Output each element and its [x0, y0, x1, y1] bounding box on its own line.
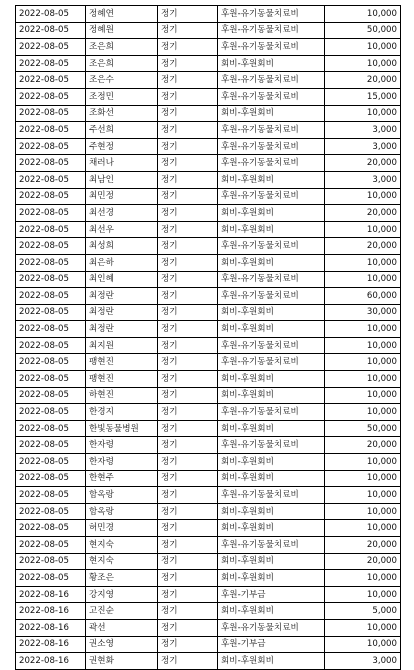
amount-cell: 10,000 [325, 6, 401, 23]
donation-type-cell: 정기 [158, 537, 218, 554]
donor-name-cell: 한현주 [86, 470, 158, 487]
date-cell: 2022-08-05 [16, 72, 86, 89]
amount-cell: 10,000 [325, 39, 401, 56]
donation-type-cell: 정기 [158, 105, 218, 122]
donation-type-cell: 정기 [158, 653, 218, 670]
date-cell: 2022-08-05 [16, 454, 86, 471]
donation-type-cell: 정기 [158, 487, 218, 504]
donor-name-cell: 조은수 [86, 72, 158, 89]
donation-type-cell: 정기 [158, 619, 218, 636]
ledger-sheet [15, 5, 400, 670]
donor-name-cell: 채러나 [86, 155, 158, 172]
donation-type-cell: 정기 [158, 470, 218, 487]
donation-type-cell: 정기 [158, 454, 218, 471]
donation-type-cell: 정기 [158, 371, 218, 388]
table-row [16, 321, 401, 338]
table-row [16, 619, 401, 636]
date-cell: 2022-08-05 [16, 304, 86, 321]
category-cell: 회비-후원회비 [218, 105, 325, 122]
amount-cell: 10,000 [325, 254, 401, 271]
category-cell: 후원-유기동물치료비 [218, 437, 325, 454]
donation-type-cell: 정기 [158, 636, 218, 653]
donor-name-cell: 최민정 [86, 188, 158, 205]
date-cell: 2022-08-16 [16, 603, 86, 620]
table-row [16, 22, 401, 39]
donor-name-cell: 최남인 [86, 171, 158, 188]
date-cell: 2022-08-05 [16, 321, 86, 338]
donor-name-cell: 최정란 [86, 304, 158, 321]
donation-type-cell: 정기 [158, 254, 218, 271]
date-cell: 2022-08-05 [16, 88, 86, 105]
date-cell: 2022-08-05 [16, 503, 86, 520]
table-row [16, 636, 401, 653]
donor-name-cell: 함옥랑 [86, 503, 158, 520]
amount-cell: 10,000 [325, 188, 401, 205]
category-cell: 회비-후원회비 [218, 387, 325, 404]
donor-name-cell: 한자령 [86, 437, 158, 454]
donation-type-cell: 정기 [158, 205, 218, 222]
category-cell: 후원-유기동물치료비 [218, 6, 325, 23]
category-cell: 후원-기부금 [218, 586, 325, 603]
donor-name-cell: 고진순 [86, 603, 158, 620]
date-cell: 2022-08-05 [16, 470, 86, 487]
table-row [16, 254, 401, 271]
donor-name-cell: 한경지 [86, 404, 158, 421]
amount-cell: 10,000 [325, 520, 401, 537]
donation-type-cell: 정기 [158, 138, 218, 155]
table-row [16, 105, 401, 122]
date-cell: 2022-08-05 [16, 105, 86, 122]
donation-type-cell: 정기 [158, 553, 218, 570]
date-cell: 2022-08-05 [16, 371, 86, 388]
table-row [16, 221, 401, 238]
date-cell: 2022-08-05 [16, 537, 86, 554]
category-cell: 후원-유기동물치료비 [218, 537, 325, 554]
donation-type-cell: 정기 [158, 22, 218, 39]
table-row [16, 205, 401, 222]
amount-cell: 20,000 [325, 537, 401, 554]
table-row [16, 437, 401, 454]
table-row [16, 586, 401, 603]
table-row [16, 238, 401, 255]
category-cell: 회비-후원회비 [218, 503, 325, 520]
amount-cell: 50,000 [325, 420, 401, 437]
date-cell: 2022-08-05 [16, 553, 86, 570]
category-cell: 회비-후원회비 [218, 55, 325, 72]
donation-type-cell: 정기 [158, 188, 218, 205]
amount-cell: 3,000 [325, 653, 401, 670]
donation-type-cell: 정기 [158, 304, 218, 321]
donor-name-cell: 최은하 [86, 254, 158, 271]
donor-name-cell: 팽현진 [86, 354, 158, 371]
amount-cell: 20,000 [325, 205, 401, 222]
date-cell: 2022-08-05 [16, 354, 86, 371]
table-row [16, 271, 401, 288]
date-cell: 2022-08-05 [16, 420, 86, 437]
date-cell: 2022-08-05 [16, 138, 86, 155]
donor-name-cell: 황조은 [86, 570, 158, 587]
donation-type-cell: 정기 [158, 55, 218, 72]
category-cell: 후원-유기동물치료비 [218, 188, 325, 205]
category-cell: 후원-유기동물치료비 [218, 88, 325, 105]
amount-cell: 10,000 [325, 454, 401, 471]
table-row [16, 520, 401, 537]
donor-name-cell: 주현정 [86, 138, 158, 155]
table-row [16, 537, 401, 554]
date-cell: 2022-08-05 [16, 122, 86, 139]
category-cell: 회비-후원회비 [218, 420, 325, 437]
table-row [16, 420, 401, 437]
donor-name-cell: 최선우 [86, 221, 158, 238]
table-row [16, 404, 401, 421]
table-row [16, 354, 401, 371]
category-cell: 후원-유기동물치료비 [218, 487, 325, 504]
donation-type-cell: 정기 [158, 72, 218, 89]
donation-type-cell: 정기 [158, 354, 218, 371]
amount-cell: 10,000 [325, 105, 401, 122]
category-cell: 회비-후원회비 [218, 321, 325, 338]
amount-cell: 20,000 [325, 155, 401, 172]
date-cell: 2022-08-05 [16, 55, 86, 72]
table-row [16, 653, 401, 670]
donor-name-cell: 한자령 [86, 454, 158, 471]
donation-type-cell: 정기 [158, 420, 218, 437]
table-row [16, 288, 401, 305]
amount-cell: 10,000 [325, 321, 401, 338]
category-cell: 후원-유기동물치료비 [218, 238, 325, 255]
category-cell: 회비-후원회비 [218, 553, 325, 570]
date-cell: 2022-08-05 [16, 39, 86, 56]
table-row [16, 371, 401, 388]
donation-type-cell: 정기 [158, 586, 218, 603]
date-cell: 2022-08-05 [16, 404, 86, 421]
amount-cell: 50,000 [325, 22, 401, 39]
donation-type-cell: 정기 [158, 337, 218, 354]
date-cell: 2022-08-05 [16, 221, 86, 238]
table-row [16, 337, 401, 354]
donor-name-cell: 최성희 [86, 238, 158, 255]
category-cell: 회비-후원회비 [218, 371, 325, 388]
category-cell: 후원-유기동물치료비 [218, 22, 325, 39]
table-row [16, 39, 401, 56]
amount-cell: 10,000 [325, 387, 401, 404]
donor-name-cell: 조은희 [86, 39, 158, 56]
table-row [16, 6, 401, 23]
donation-type-cell: 정기 [158, 387, 218, 404]
date-cell: 2022-08-05 [16, 205, 86, 222]
table-row [16, 72, 401, 89]
table-row [16, 454, 401, 471]
donation-type-cell: 정기 [158, 171, 218, 188]
category-cell: 후원-유기동물치료비 [218, 155, 325, 172]
donation-type-cell: 정기 [158, 520, 218, 537]
category-cell: 후원-기부금 [218, 636, 325, 653]
amount-cell: 10,000 [325, 221, 401, 238]
amount-cell: 20,000 [325, 437, 401, 454]
donation-type-cell: 정기 [158, 88, 218, 105]
table-row [16, 553, 401, 570]
table-row [16, 503, 401, 520]
category-cell: 후원-유기동물치료비 [218, 39, 325, 56]
date-cell: 2022-08-05 [16, 254, 86, 271]
category-cell: 후원-유기동물치료비 [218, 72, 325, 89]
amount-cell: 10,000 [325, 371, 401, 388]
date-cell: 2022-08-05 [16, 271, 86, 288]
donation-type-cell: 정기 [158, 271, 218, 288]
amount-cell: 10,000 [325, 619, 401, 636]
amount-cell: 3,000 [325, 122, 401, 139]
donation-type-cell: 정기 [158, 6, 218, 23]
donor-name-cell: 현지숙 [86, 537, 158, 554]
donor-name-cell: 최인혜 [86, 271, 158, 288]
table-row [16, 570, 401, 587]
donor-name-cell: 함옥랑 [86, 487, 158, 504]
date-cell: 2022-08-05 [16, 171, 86, 188]
donor-name-cell: 하현진 [86, 387, 158, 404]
donation-type-cell: 정기 [158, 603, 218, 620]
date-cell: 2022-08-05 [16, 487, 86, 504]
donation-ledger-table [15, 5, 401, 670]
donor-name-cell: 조화선 [86, 105, 158, 122]
amount-cell: 10,000 [325, 487, 401, 504]
date-cell: 2022-08-16 [16, 653, 86, 670]
donor-name-cell: 최정란 [86, 321, 158, 338]
donation-type-cell: 정기 [158, 238, 218, 255]
category-cell: 후원-유기동물치료비 [218, 288, 325, 305]
date-cell: 2022-08-05 [16, 188, 86, 205]
date-cell: 2022-08-05 [16, 387, 86, 404]
table-row [16, 387, 401, 404]
date-cell: 2022-08-05 [16, 6, 86, 23]
donor-name-cell: 최정란 [86, 288, 158, 305]
category-cell: 회비-후원회비 [218, 254, 325, 271]
amount-cell: 60,000 [325, 288, 401, 305]
donor-name-cell: 권소영 [86, 636, 158, 653]
date-cell: 2022-08-16 [16, 586, 86, 603]
table-row [16, 88, 401, 105]
donor-name-cell: 주선희 [86, 122, 158, 139]
category-cell: 후원-유기동물치료비 [218, 354, 325, 371]
amount-cell: 20,000 [325, 72, 401, 89]
amount-cell: 3,000 [325, 138, 401, 155]
amount-cell: 20,000 [325, 238, 401, 255]
donor-name-cell: 최선경 [86, 205, 158, 222]
donation-type-cell: 정기 [158, 570, 218, 587]
donor-name-cell: 권현화 [86, 653, 158, 670]
category-cell: 후원-유기동물치료비 [218, 122, 325, 139]
date-cell: 2022-08-05 [16, 22, 86, 39]
category-cell: 후원-유기동물치료비 [218, 337, 325, 354]
donor-name-cell: 한빛동물병원 [86, 420, 158, 437]
category-cell: 회비-후원회비 [218, 454, 325, 471]
donation-type-cell: 정기 [158, 437, 218, 454]
donor-name-cell: 조은희 [86, 55, 158, 72]
donor-name-cell: 정혜연 [86, 6, 158, 23]
donor-name-cell: 곽선 [86, 619, 158, 636]
amount-cell: 10,000 [325, 354, 401, 371]
table-row [16, 470, 401, 487]
table-row [16, 55, 401, 72]
category-cell: 회비-후원회비 [218, 171, 325, 188]
table-row [16, 188, 401, 205]
date-cell: 2022-08-05 [16, 520, 86, 537]
amount-cell: 10,000 [325, 55, 401, 72]
amount-cell: 10,000 [325, 636, 401, 653]
category-cell: 회비-후원회비 [218, 205, 325, 222]
category-cell: 회비-후원회비 [218, 653, 325, 670]
table-row [16, 603, 401, 620]
date-cell: 2022-08-05 [16, 570, 86, 587]
table-row [16, 304, 401, 321]
category-cell: 후원-유기동물치료비 [218, 404, 325, 421]
donor-name-cell: 현지숙 [86, 553, 158, 570]
amount-cell: 5,000 [325, 603, 401, 620]
table-row [16, 122, 401, 139]
table-row [16, 487, 401, 504]
date-cell: 2022-08-05 [16, 437, 86, 454]
category-cell: 회비-후원회비 [218, 221, 325, 238]
category-cell: 회비-후원회비 [218, 304, 325, 321]
amount-cell: 10,000 [325, 337, 401, 354]
category-cell: 회비-후원회비 [218, 603, 325, 620]
donor-name-cell: 허민경 [86, 520, 158, 537]
amount-cell: 10,000 [325, 404, 401, 421]
amount-cell: 3,000 [325, 171, 401, 188]
amount-cell: 10,000 [325, 586, 401, 603]
amount-cell: 10,000 [325, 570, 401, 587]
donor-name-cell: 조정민 [86, 88, 158, 105]
donation-type-cell: 정기 [158, 321, 218, 338]
date-cell: 2022-08-05 [16, 337, 86, 354]
donation-type-cell: 정기 [158, 288, 218, 305]
table-row [16, 138, 401, 155]
date-cell: 2022-08-16 [16, 619, 86, 636]
donor-name-cell: 정혜원 [86, 22, 158, 39]
category-cell: 후원-유기동물치료비 [218, 271, 325, 288]
category-cell: 회비-후원회비 [218, 470, 325, 487]
date-cell: 2022-08-05 [16, 155, 86, 172]
table-row [16, 155, 401, 172]
ledger-body [16, 6, 401, 670]
table-row [16, 171, 401, 188]
amount-cell: 15,000 [325, 88, 401, 105]
donor-name-cell: 강지영 [86, 586, 158, 603]
donation-type-cell: 정기 [158, 404, 218, 421]
amount-cell: 30,000 [325, 304, 401, 321]
amount-cell: 20,000 [325, 553, 401, 570]
category-cell: 회비-후원회비 [218, 520, 325, 537]
category-cell: 회비-후원회비 [218, 570, 325, 587]
category-cell: 후원-유기동물치료비 [218, 619, 325, 636]
date-cell: 2022-08-16 [16, 636, 86, 653]
donation-type-cell: 정기 [158, 39, 218, 56]
amount-cell: 10,000 [325, 503, 401, 520]
donation-type-cell: 정기 [158, 155, 218, 172]
category-cell: 후원-유기동물치료비 [218, 138, 325, 155]
donation-type-cell: 정기 [158, 503, 218, 520]
amount-cell: 10,000 [325, 271, 401, 288]
donation-type-cell: 정기 [158, 122, 218, 139]
donation-type-cell: 정기 [158, 221, 218, 238]
amount-cell: 10,000 [325, 470, 401, 487]
donor-name-cell: 팽현진 [86, 371, 158, 388]
date-cell: 2022-08-05 [16, 238, 86, 255]
donor-name-cell: 최지원 [86, 337, 158, 354]
date-cell: 2022-08-05 [16, 288, 86, 305]
